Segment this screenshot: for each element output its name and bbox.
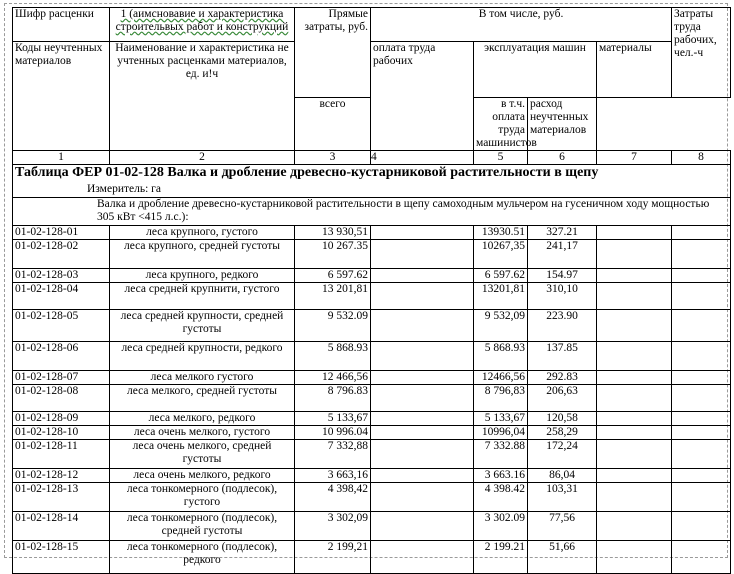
row-worker-pay (371, 512, 474, 541)
row-materials (597, 469, 672, 483)
row-name: леса мелкого, средней густоты (110, 385, 295, 412)
row-worker-pay (371, 371, 474, 385)
row-labor-costs (672, 440, 731, 469)
row-code: 01-02-128-03 (13, 269, 110, 283)
row-name: леса средней крупности, средней густоты (110, 310, 295, 342)
row-name: леса мелкого, редкого (110, 412, 295, 426)
row-materials (597, 342, 672, 371)
col-num: 2 (110, 151, 295, 165)
row-name: леса очень мелкого, редкого (110, 469, 295, 483)
column-numbers-row (13, 151, 731, 165)
row-machine-total: 3 302.09 (474, 512, 528, 541)
row-worker-pay (371, 541, 474, 574)
row-machine-operators: 223.90 (528, 310, 597, 342)
row-machine-total: 13930.51 (474, 226, 528, 240)
row-machine-total: 8 796,83 (474, 385, 528, 412)
row-machine-operators: 310,10 (528, 283, 597, 310)
row-materials (597, 412, 672, 426)
row-worker-pay (371, 469, 474, 483)
row-direct-costs: 6 597.62 (295, 269, 371, 283)
header-name-top: 1 (аимсновавие и характеристика строительвых работ и конструкций (110, 8, 295, 42)
row-name: леса очень мелкого, густого (110, 426, 295, 440)
header-name-bottom: Наименование и характеристика не учтенных расценками материалов, ед. и!ч (110, 42, 295, 151)
row-machine-operators: 154.97 (528, 269, 597, 283)
row-labor-costs (672, 426, 731, 440)
row-materials (597, 240, 672, 269)
row-worker-pay (371, 240, 474, 269)
row-name: леса тонкомерного (подлесок), густого (110, 483, 295, 512)
row-materials (597, 269, 672, 283)
row-machine-total: 12466,56 (474, 371, 528, 385)
table-row (13, 426, 731, 440)
row-machine-operators: 120,58 (528, 412, 597, 426)
row-code: 01-02-128-11 (13, 440, 110, 469)
header-worker-pay: оплата труда рабочих (371, 42, 474, 151)
table-row (13, 283, 731, 310)
row-name: леса крупного, редкого (110, 269, 295, 283)
row-machine-total: 4 398.42 (474, 483, 528, 512)
row-machine-total: 2 199.21 (474, 541, 528, 574)
row-direct-costs: 7 332,88 (295, 440, 371, 469)
row-labor-costs (672, 541, 731, 574)
row-materials (597, 512, 672, 541)
row-machine-operators: 292.83 (528, 371, 597, 385)
row-code: 01-02-128-14 (13, 512, 110, 541)
row-code: 01-02-128-06 (13, 342, 110, 371)
header-in-total: В том числе, руб. (371, 8, 672, 42)
row-machine-operators: 241,17 (528, 240, 597, 269)
row-code: 01-02-128-05 (13, 310, 110, 342)
row-labor-costs (672, 469, 731, 483)
row-machine-total: 5 133,67 (474, 412, 528, 426)
col-num: 7 (597, 151, 672, 165)
row-direct-costs: 5 133,67 (295, 412, 371, 426)
row-labor-costs (672, 512, 731, 541)
col-num: 8 (672, 151, 731, 165)
fer-price-table (12, 7, 731, 574)
row-code: 01-02-128-08 (13, 385, 110, 412)
row-labor-costs (672, 283, 731, 310)
row-machine-total: 5 868.93 (474, 342, 528, 371)
row-direct-costs: 9 532.09 (295, 310, 371, 342)
row-code: 01-02-128-04 (13, 283, 110, 310)
table-row (13, 412, 731, 426)
row-direct-costs: 5 868.93 (295, 342, 371, 371)
row-worker-pay (371, 440, 474, 469)
row-machine-operators: 51,66 (528, 541, 597, 574)
row-machine-operators: 77,56 (528, 512, 597, 541)
row-direct-costs: 12 466,56 (295, 371, 371, 385)
row-code: 01-02-128-09 (13, 412, 110, 426)
row-labor-costs (672, 412, 731, 426)
row-direct-costs: 13 201,81 (295, 283, 371, 310)
header-code: Шифр расценки (13, 8, 110, 42)
row-worker-pay (371, 342, 474, 371)
table-row (13, 541, 731, 574)
row-code: 01-02-128-01 (13, 226, 110, 240)
row-labor-costs (672, 342, 731, 371)
row-machine-total: 13201,81 (474, 283, 528, 310)
row-machine-operators: 206,63 (528, 385, 597, 412)
col-num: 1 (13, 151, 110, 165)
row-labor-costs (672, 226, 731, 240)
header-unaccounted-codes: Коды неучтенных материалов (13, 42, 110, 151)
row-machine-total: 10996,04 (474, 426, 528, 440)
table-row (13, 469, 731, 483)
row-machine-operators: 258,29 (528, 426, 597, 440)
header-incl-operators: в т.ч. оплата труда машинистов (474, 98, 528, 151)
row-direct-costs: 3 302,09 (295, 512, 371, 541)
row-labor-costs (672, 310, 731, 342)
table-row (13, 385, 731, 412)
row-materials (597, 371, 672, 385)
row-materials (597, 385, 672, 412)
table-row (13, 440, 731, 469)
meter-label: Измеритель: га (87, 183, 161, 195)
row-materials (597, 426, 672, 440)
header-direct-costs: Прямые затраты, руб. (295, 8, 371, 98)
row-machine-total: 6 597.62 (474, 269, 528, 283)
row-worker-pay (371, 412, 474, 426)
row-code: 01-02-128-13 (13, 483, 110, 512)
row-worker-pay (371, 426, 474, 440)
row-machine-total: 7 332.88 (474, 440, 528, 469)
table-title-cell (13, 165, 731, 198)
row-machine-operators: 172,24 (528, 440, 597, 469)
table-subtitle: Валка и дробление древесно-кустарниковой растительности в щепу самоходным мульчером на гусеничном ходу мощностью 305 кВт <415 л.с.): (13, 198, 731, 226)
row-name: леса очень мелкого, средней густоты (110, 440, 295, 469)
table-row (13, 226, 731, 240)
row-name: леса крупного, средней густоты (110, 240, 295, 269)
row-labor-costs (672, 240, 731, 269)
row-worker-pay (371, 483, 474, 512)
header-materials: материалы (597, 42, 672, 98)
row-machine-operators: 137.85 (528, 342, 597, 371)
row-materials (597, 541, 672, 574)
row-labor-costs (672, 385, 731, 412)
col-num: 4 (371, 151, 474, 165)
table-title: Таблица ФЕР 01-02-128 Валка и дробление древесно-кустарниковой растительности в щепу (15, 165, 599, 180)
row-machine-operators: 103,31 (528, 483, 597, 512)
row-machine-operators: 327.21 (528, 226, 597, 240)
row-worker-pay (371, 269, 474, 283)
header-material-usage: расход неучтенных материалов (528, 98, 597, 151)
row-name: леса крупного, густого (110, 226, 295, 240)
header-total: всего (295, 98, 371, 151)
row-worker-pay (371, 226, 474, 240)
header-machine-operation: эксплуатация машин (474, 42, 597, 98)
col-num: 3 (295, 151, 371, 165)
col-num: 6 (528, 151, 597, 165)
row-name: леса средней крупнити, густого (110, 283, 295, 310)
row-code: 01-02-128-12 (13, 469, 110, 483)
row-materials (597, 226, 672, 240)
table-row (13, 512, 731, 541)
row-machine-operators: 86,04 (528, 469, 597, 483)
row-name: леса средней крупности, редкого (110, 342, 295, 371)
table-row (13, 483, 731, 512)
row-materials (597, 283, 672, 310)
row-direct-costs: 13 930,51 (295, 226, 371, 240)
row-labor-costs (672, 269, 731, 283)
table-row (13, 269, 731, 283)
row-name: леса тонкомерного (подлесок), средней густоты (110, 512, 295, 541)
table-row (13, 371, 731, 385)
row-machine-total: 10267,35 (474, 240, 528, 269)
row-name: леса тонкомерного (подлесок), редкого (110, 541, 295, 574)
col-num: 5 (474, 151, 528, 165)
row-worker-pay (371, 283, 474, 310)
row-materials (597, 310, 672, 342)
row-worker-pay (371, 310, 474, 342)
row-direct-costs: 10 996.04 (295, 426, 371, 440)
table-row (13, 342, 731, 371)
table-row (13, 310, 731, 342)
row-labor-costs (672, 371, 731, 385)
row-direct-costs: 4 398,42 (295, 483, 371, 512)
header-labor-costs: Затраты труда рабочих, чел.-ч (672, 8, 731, 98)
row-name: леса мелкого густого (110, 371, 295, 385)
row-code: 01-02-128-15 (13, 541, 110, 574)
row-code: 01-02-128-07 (13, 371, 110, 385)
table-row (13, 240, 731, 269)
row-direct-costs: 2 199,21 (295, 541, 371, 574)
row-materials (597, 483, 672, 512)
row-machine-total: 3 663.16 (474, 469, 528, 483)
row-labor-costs (672, 483, 731, 512)
row-materials (597, 440, 672, 469)
row-worker-pay (371, 385, 474, 412)
row-code: 01-02-128-02 (13, 240, 110, 269)
row-machine-total: 9 532,09 (474, 310, 528, 342)
row-direct-costs: 3 663,16 (295, 469, 371, 483)
row-direct-costs: 10 267.35 (295, 240, 371, 269)
row-direct-costs: 8 796.83 (295, 385, 371, 412)
row-code: 01-02-128-10 (13, 426, 110, 440)
